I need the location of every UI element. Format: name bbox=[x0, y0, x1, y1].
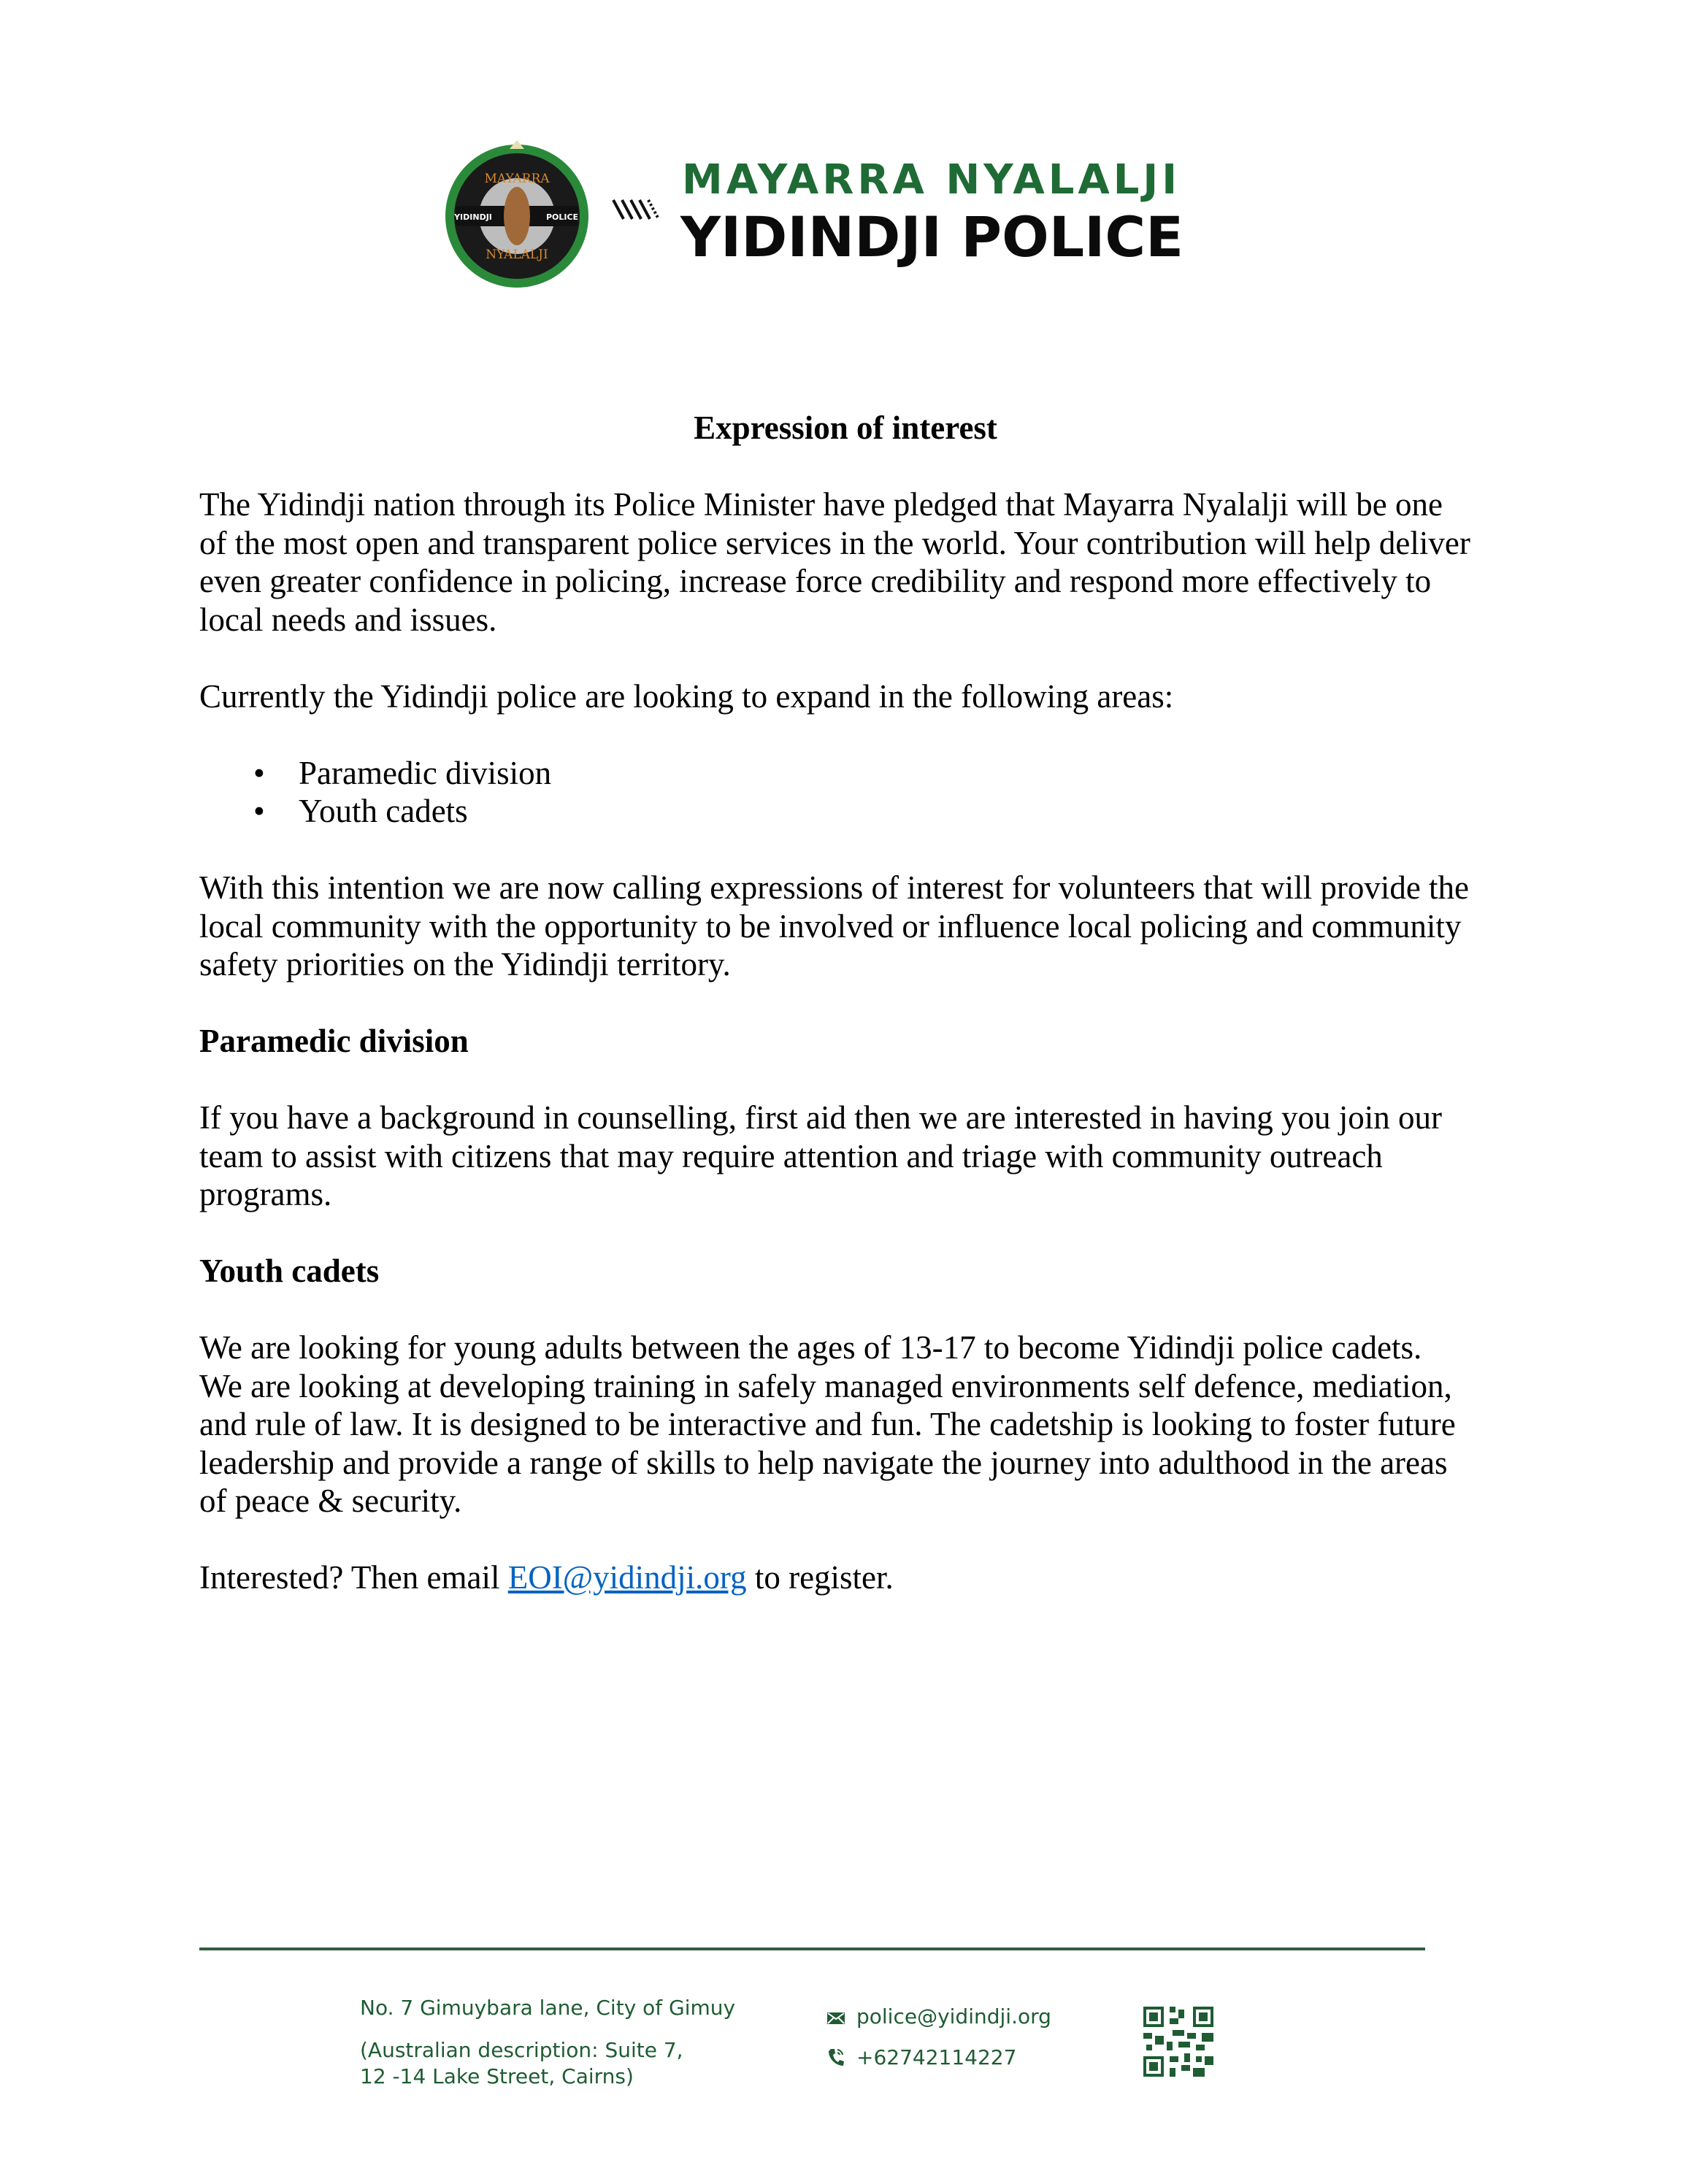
text-line: of peace & security. bbox=[199, 1483, 462, 1519]
document-body bbox=[199, 409, 1514, 1597]
seal-text-top: MAYARRA bbox=[484, 172, 550, 186]
text-line: of the most open and transparent police services in the world. Your contribution will help deliver bbox=[199, 524, 1470, 561]
seal-text-right: POLICE bbox=[545, 212, 579, 222]
text-line: With this intention we are now calling expressions of interest for volunteers that will provide the bbox=[199, 869, 1470, 906]
intention-paragraph bbox=[199, 869, 1514, 984]
seal-text-left: YIDINDJI bbox=[454, 212, 492, 222]
text-line: The Yidindji nation through its Police Minister have pledged that Mayarra Nyalalji will be one bbox=[199, 486, 1443, 523]
expand-paragraph: Currently the Yidindji police are looking to expand in the following areas: bbox=[199, 677, 1174, 715]
text-line: local needs and issues. bbox=[199, 601, 497, 638]
footer-divider bbox=[199, 1947, 1425, 1950]
text-line: team to assist with citizens that may require attention and triage with community outreach bbox=[199, 1137, 1383, 1174]
paramedic-paragraph bbox=[199, 1099, 1514, 1214]
youth-heading: Youth cadets bbox=[199, 1253, 380, 1289]
text-line: We are looking for young adults between the ages of 13-17 to become Yidindji police cadets. bbox=[199, 1329, 1422, 1366]
paramedic-heading: Paramedic division bbox=[199, 1023, 469, 1059]
envelope-icon bbox=[826, 2010, 845, 2026]
cta-prefix: Interested? Then email bbox=[199, 1559, 508, 1596]
intro-paragraph bbox=[199, 485, 1514, 639]
list-item-label: Paramedic division bbox=[299, 754, 552, 791]
list-item-label: Youth cadets bbox=[299, 793, 468, 829]
footer-phone: +62742114227 bbox=[856, 2045, 1017, 2069]
text-line: We are looking at developing training in safely managed environments self defence, mediation, bbox=[199, 1367, 1452, 1404]
document-title: Expression of interest bbox=[694, 410, 997, 446]
seal-text-bottom: NYALALJI bbox=[486, 247, 548, 262]
text-line: leadership and provide a range of skills to help navigate the journey into adulthood in the areas bbox=[199, 1444, 1448, 1481]
text-line: programs. bbox=[199, 1176, 332, 1212]
bullet-icon: • bbox=[253, 793, 265, 829]
text-line: even greater confidence in policing, increase force credibility and respond more effectively to bbox=[199, 563, 1432, 599]
areas-list bbox=[199, 754, 1514, 831]
cta-suffix: to register. bbox=[746, 1559, 894, 1596]
list-item bbox=[199, 792, 1514, 831]
footer-email: police@yidindji.org bbox=[856, 2004, 1051, 2029]
text-line: safety priorities on the Yidindji territory. bbox=[199, 946, 731, 983]
footer-aus-address-2: 12 -14 Lake Street, Cairns) bbox=[360, 2064, 634, 2088]
footer-address: No. 7 Gimuybara lane, City of Gimuy bbox=[360, 1996, 736, 2020]
police-seal-logo bbox=[442, 139, 591, 289]
text-line: local community with the opportunity to be involved or influence local policing and community bbox=[199, 907, 1462, 945]
text-line: and rule of law. It is designed to be interactive and fun. The cadetship is looking to foster future bbox=[199, 1406, 1456, 1442]
eoi-email-link[interactable]: EOI@yidindji.org bbox=[507, 1559, 747, 1596]
bullet-icon: • bbox=[253, 754, 265, 791]
qr-code-icon bbox=[1143, 2007, 1213, 2077]
youth-paragraph bbox=[199, 1329, 1514, 1520]
stripe-mark-icon bbox=[610, 197, 661, 222]
cta-paragraph bbox=[199, 1558, 1514, 1597]
footer-aus-address-1: (Australian description: Suite 7, bbox=[360, 2038, 683, 2062]
text-line: If you have a background in counselling, first aid then we are interested in having you join our bbox=[199, 1099, 1443, 1136]
list-item bbox=[199, 754, 1514, 793]
brand-name-line2: YIDINDJI POLICE bbox=[680, 204, 1184, 269]
brand-name-line1: MAYARRA NYALALJI bbox=[682, 156, 1181, 204]
phone-icon bbox=[826, 2047, 845, 2069]
